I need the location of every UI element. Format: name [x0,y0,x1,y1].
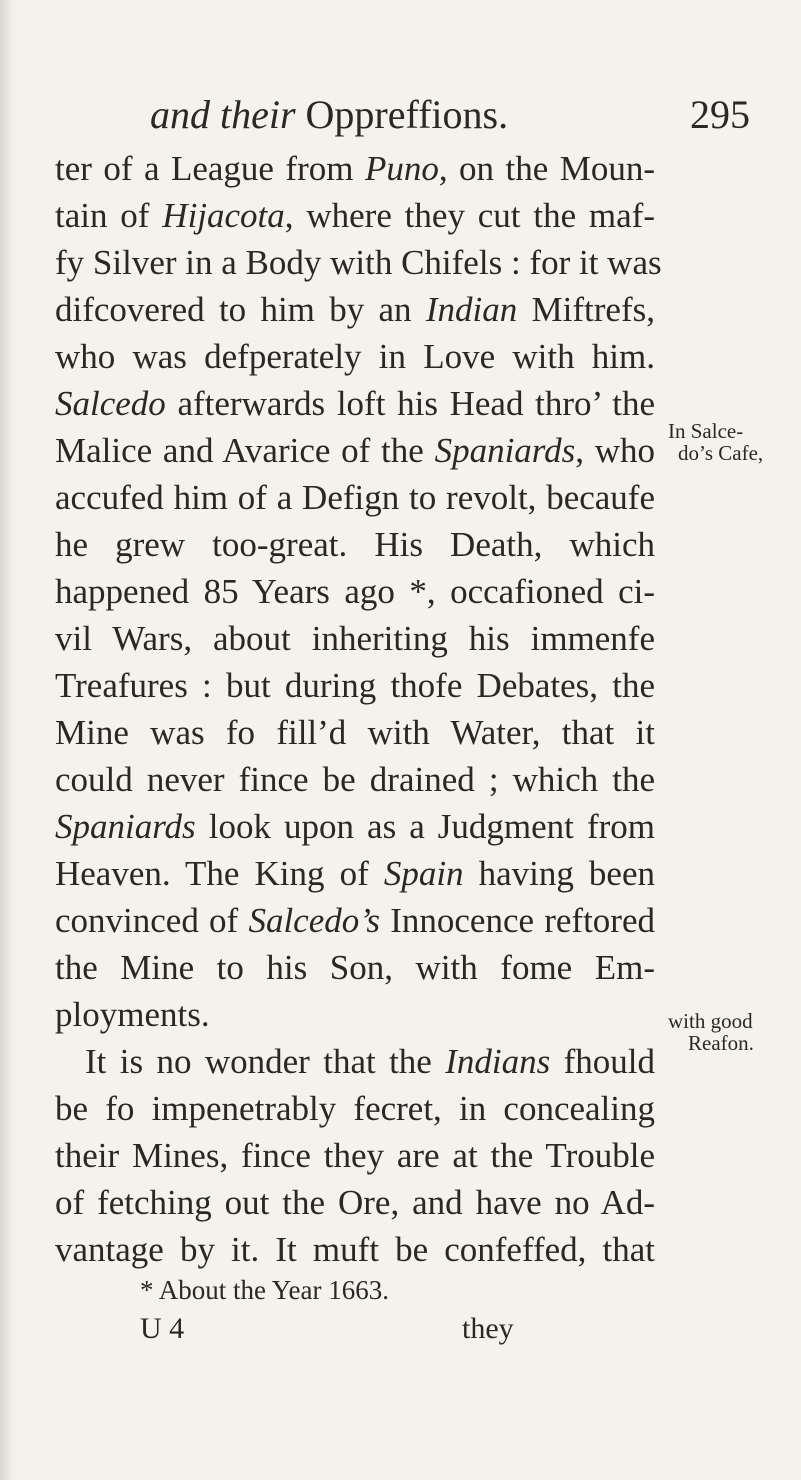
text-line [55,709,655,756]
text-run: look upon as a Judgment from [195,807,655,846]
text-line [55,662,655,709]
italic-text: Salcedo [55,384,166,423]
italic-text: Hijacota [162,196,285,235]
text-run: , who [575,431,655,470]
margin-note-line: Reafon. [688,1031,754,1055]
text-line [55,615,655,662]
text-run: ployments. [55,995,210,1034]
running-title-italic: and their [150,92,296,137]
text-run: , on the Moun- [438,149,655,188]
italic-text: Puno [364,149,439,188]
italic-text: Indians [445,1042,551,1081]
text-run: Mine was fo fill’d with Water, that it [55,713,655,752]
text-run: convinced of [55,901,249,940]
text-line [55,1179,655,1226]
text-run: tain of [55,196,163,235]
text-line [55,474,655,521]
text-run: vantage by it. It muft be confeffed, that [55,1230,655,1269]
text-run: It is no wonder that the [85,1042,446,1081]
text-line [55,756,655,803]
text-run: fy Silver in a Body with Chifels : for it was [55,243,662,282]
text-run: , where they cut the maf- [284,196,655,235]
text-run: who was defperately in Love with him. [55,337,655,376]
gutter-shadow [0,0,14,1480]
text-line [55,333,655,380]
italic-text: Indian [425,290,518,329]
text-run: afterwards loft his Head thro’ the [165,384,655,423]
text-run: of fetching out the Ore, and have no Ad- [55,1183,655,1222]
text-line [55,944,655,991]
text-line [55,192,655,239]
text-line [55,380,655,427]
text-run: Heaven. The King of [55,854,384,893]
margin-note-reason [668,1010,754,1054]
text-run: Innocence reftored [380,901,655,940]
text-run: he grew too-great. His Death, which [55,525,655,564]
margin-note-line: In Salce- [668,419,744,443]
text-line [55,1085,655,1132]
running-title [150,92,508,138]
text-line [55,850,655,897]
running-title-roman: Oppreffions. [305,92,509,137]
text-run: Malice and Avarice of the [55,431,435,470]
text-line [55,1038,655,1085]
footnote: * About the Year 1663. [140,1275,389,1305]
italic-text: Salcedo’s [248,901,380,940]
margin-note-line: with good [668,1009,753,1033]
italic-text: Spaniards [434,431,576,470]
page-header [150,92,750,138]
text-run: vil Wars, about inheriting his immenfe [55,619,655,658]
text-line [55,991,655,1038]
text-line [55,897,655,944]
text-line [55,286,655,333]
text-line [55,239,662,286]
signature-mark: U 4 [140,1312,185,1345]
margin-note-line: do’s Cafe, [678,441,764,465]
text-run: Miftrefs, [517,290,655,329]
text-line [55,145,655,192]
text-run: difcovered to him by an [55,290,426,329]
text-run: having been [463,854,655,893]
text-run: accufed him of a Defign to revolt, becaufe [55,478,655,517]
text-run: happened 85 Years ago *, occafioned ci- [55,572,655,611]
text-line [55,1132,655,1179]
italic-text: Spain [383,854,464,893]
text-run: Treafures : but during thofe Debates, the [55,666,655,705]
text-line [55,1226,655,1273]
text-run: ter of a League from [55,149,365,188]
text-run: be fo impenetrably fecret, in concealing [55,1089,655,1128]
text-run: the Mine to his Son, with fome Em- [55,948,655,987]
italic-text: Spaniards [55,807,196,846]
text-line [55,427,655,474]
text-line [55,568,655,615]
text-run: fhould [550,1042,655,1081]
catchword: they [462,1312,514,1345]
text-line [55,521,655,568]
text-line [55,803,655,850]
text-run: could never fince be drained ; which the [55,760,655,799]
page-number: 295 [690,92,750,137]
margin-note-salcedo [668,420,763,464]
text-run: their Mines, fince they are at the Trouble [55,1136,655,1175]
body-text [55,145,662,1273]
